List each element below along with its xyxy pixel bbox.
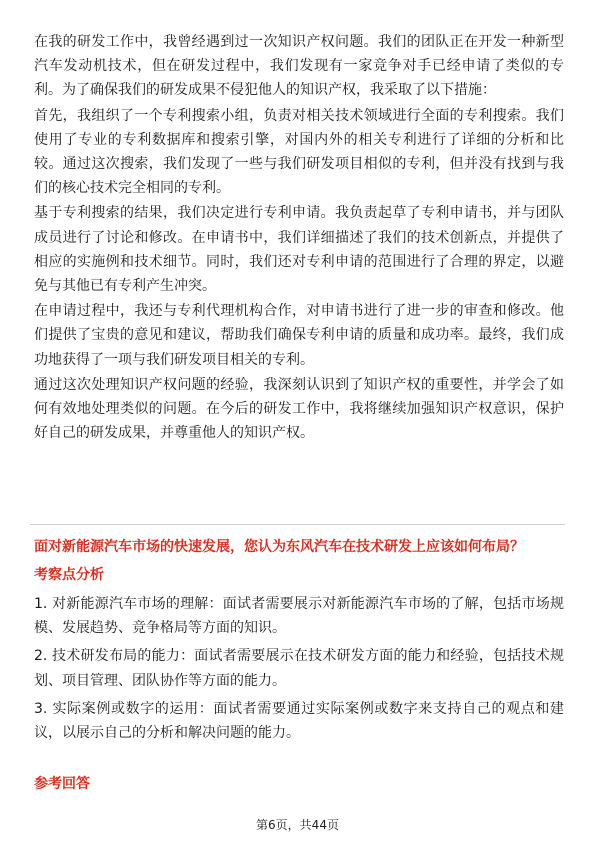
- page-footer: 第6页，共44页: [256, 818, 339, 832]
- analysis-item: 3. 实际案例或数字的运用：面试者需要通过实际案例或数字来支持自己的观点和建议，以展示自己的分析和解决问题的能力。: [34, 700, 564, 742]
- body-paragraph: 首先，我组织了一个专利搜索小组，负责对相关技术领域进行全面的专利搜索。我们使用了专业的专利数据库和搜索引擎，对国内外的相关专利进行了详细的分析和比较。通过这次搜索，我们发现了一些与我们研发项目相似的专利，但并没有找到与我们的核心技术完全相同的专利。: [34, 107, 564, 197]
- body-text: [34, 30, 564, 445]
- section-divider: [30, 524, 565, 525]
- body-paragraph: 通过这次处理知识产权问题的经验，我深刻认识到了知识产权的重要性，并学会了如何有效地处理类似的问题。在今后的研发工作中，我将继续加强知识产权意识，保护好自己的研发成果，并尊重他人的知识产权。: [34, 376, 564, 442]
- body-paragraph: 基于专利搜索的结果，我们决定进行专利申请。我负责起草了专利申请书，并与团队成员进行了讨论和修改。在申请书中，我们详细描述了我们的技术创新点，并提供了相应的实施例和技术细节。同时，我们还对专利申请的范围进行了合理的界定，以避免与其他已有专利产生冲突。: [34, 205, 564, 295]
- analysis-item: 1. 对新能源汽车市场的理解：面试者需要展示对新能源汽车市场的了解，包括市场规模、发展趋势、竞争格局等方面的知识。: [34, 596, 564, 637]
- analysis-item: 2. 技术研发布局的能力：面试者需要展示在技术研发方面的能力和经验，包括技术规划、项目管理、团队协作等方面的能力。: [34, 648, 564, 689]
- body-paragraph: 在申请过程中，我还与专利代理机构合作，对申请书进行了进一步的审查和修改。他们提供了宝贵的意见和建议，帮助我们确保专利申请的质量和成功率。最终，我们成功地获得了一项与我们研发项目相关的专利。: [34, 303, 564, 368]
- answer-heading: 参考回答: [34, 776, 90, 792]
- analysis-heading: 考察点分析: [34, 567, 104, 583]
- question-title: 面对新能源汽车市场的快速发展，您认为东风汽车在技术研发上应该如何布局？: [34, 539, 524, 555]
- question-section: [34, 536, 564, 749]
- body-paragraph: 在我的研发工作中，我曾经遇到过一次知识产权问题。我们的团队正在开发一种新型汽车发动机技术，但在研发过程中，我们发现有一家竞争对手已经申请了类似的专利。为了确保我们的研发成果不侵犯他人的知识产权，我采取了以下措施：: [34, 34, 564, 99]
